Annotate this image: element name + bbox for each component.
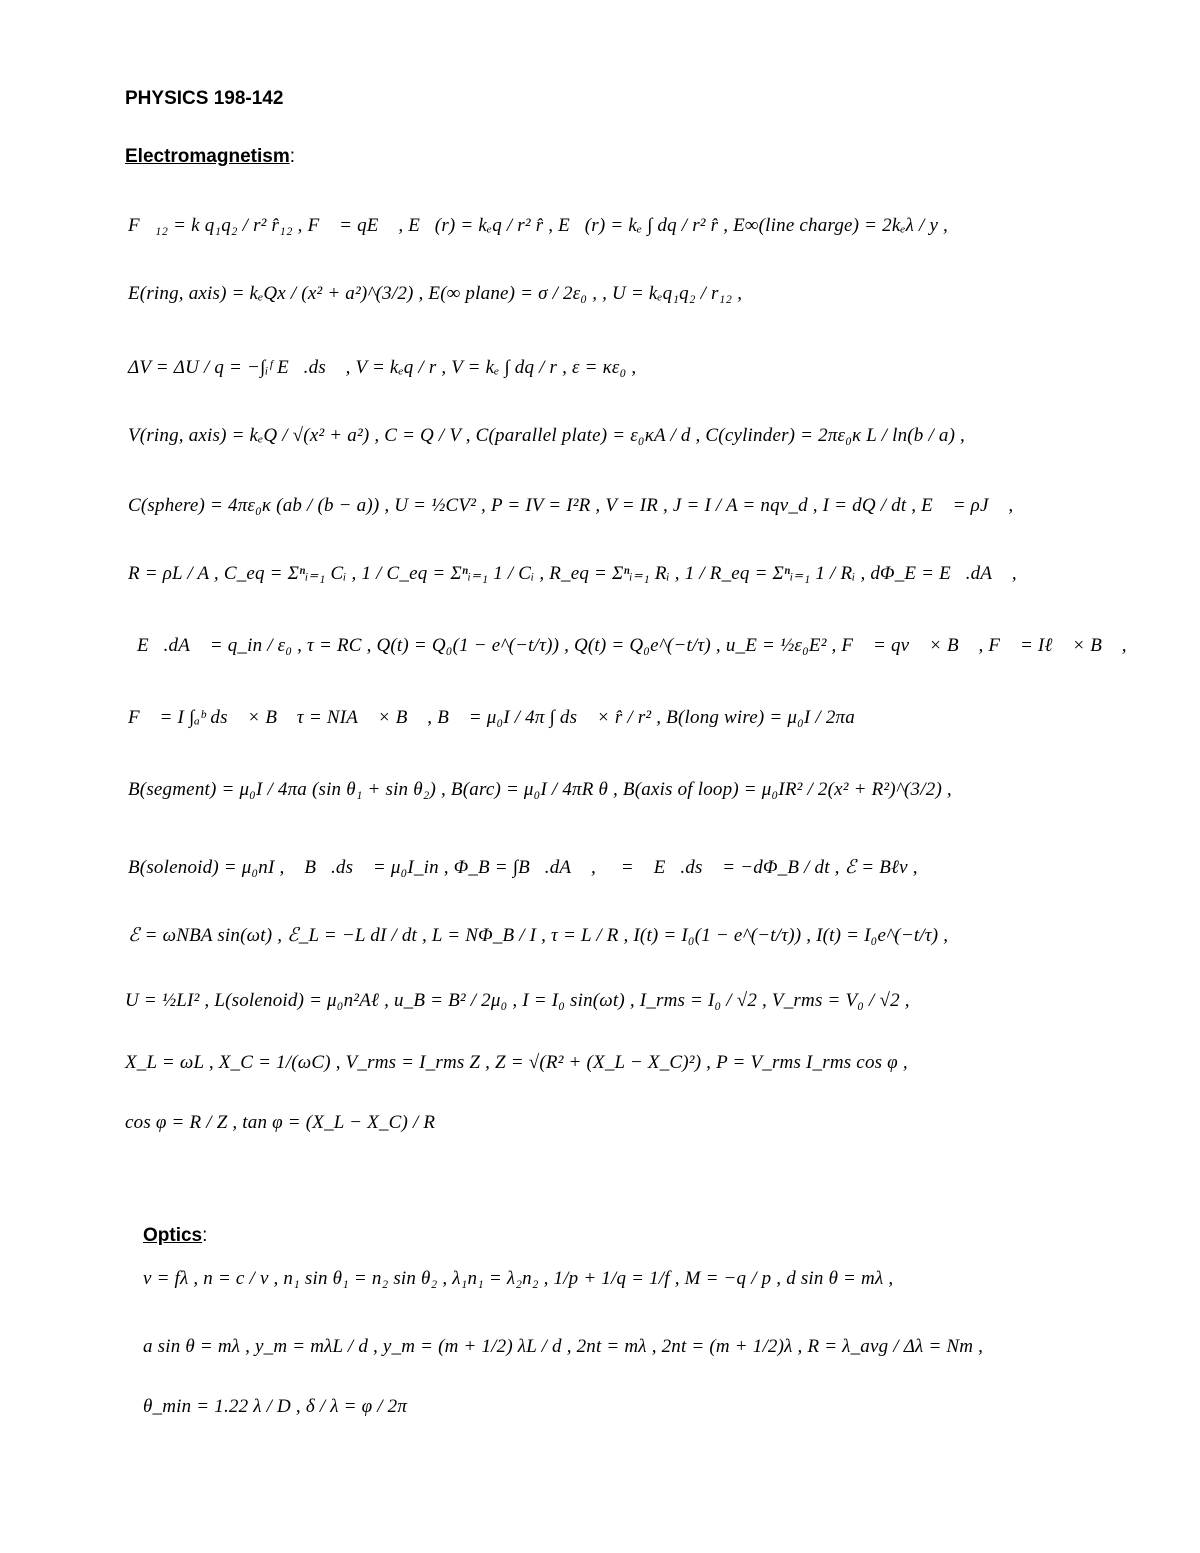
em-formula-line-6: R = ρL / A , C_eq = Σⁿᵢ₌₁ Cᵢ , 1 / C_eq = Σⁿᵢ₌₁ 1 / Cᵢ , R_eq = Σⁿᵢ₌₁ Rᵢ , 1 / R_eq = Σⁿᵢ₌₁ 1 / Rᵢ , dΦ_E = E⃗.dA⃗ , (128, 563, 1017, 584)
em-formula-line-11: ℰ = ωNBA sin(ωt) , ℰ_L = −L dI / dt , L = NΦ_B / I , τ = L / R , I(t) = I₀(1 − e^(−t/τ)) , I(t) = I₀e^(−t/τ) , (128, 925, 949, 946)
em-formula-line-5: C(sphere) = 4πε₀κ (ab / (b − a)) , U = ½CV² , P = IV = I²R , V = IR , J = I / A = nqv_d , I = dQ / dt , E⃗ = ρJ⃗ , (128, 495, 1014, 516)
optics-heading-text: Optics (143, 1225, 203, 1246)
optics-formula-line-2: a sin θ = mλ , y_m = mλL / d , y_m = (m + 1/2) λL / d , 2nt = mλ , 2nt = (m + 1/2)λ , R = λ_avg / Δλ = Nm , (143, 1336, 984, 1357)
em-formula-line-13: X_L = ωL , X_C = 1/(ωC) , V_rms = I_rms Z , Z = √(R² + (X_L − X_C)²) , P = V_rms I_rms cos φ , (125, 1052, 908, 1073)
em-formula-line-12: U = ½LI² , L(solenoid) = μ₀n²Aℓ , u_B = B² / 2μ₀ , I = I₀ sin(ωt) , I_rms = I₀ / √2 , V_rms = V₀ / √2 , (125, 990, 910, 1011)
optics-formula-line-1: v = fλ , n = c / v , n₁ sin θ₁ = n₂ sin θ₂ , λ₁n₁ = λ₂n₂ , 1/p + 1/q = 1/f , M = −q / p , d sin θ = mλ , (143, 1268, 894, 1289)
page-title: PHYSICS 198-142 (125, 88, 284, 109)
em-formula-line-14: cos φ = R / Z , tan φ = (X_L − X_C) / R (125, 1112, 436, 1133)
em-formula-line-8: F⃗ = I ∫ₐᵇ ds⃗ × B⃗ τ = NIA⃗ × B⃗ , B⃗ = μ₀I / 4π ∫ ds⃗ × r̂ / r² , B(long wire) = μ₀I / 2πa (128, 707, 855, 728)
optics-formula-line-3: θ_min = 1.22 λ / D , δ / λ = φ / 2π (143, 1396, 408, 1417)
em-formula-line-1: F⃗₁₂ = k q₁q₂ / r² r̂₁₂ , F⃗ = qE⃗ , E⃗(r) = kₑq / r² r̂ , E⃗(r) = kₑ ∫ dq / r² r̂ , E∞(line charge) = 2kₑλ / y , (128, 215, 948, 236)
em-formula-line-4: V(ring, axis) = kₑQ / √(x² + a²) , C = Q / V , C(parallel plate) = ε₀κA / d , C(cylinder) = 2πε₀κ L / ln(b / a) , (128, 425, 966, 446)
section-heading-electromagnetism: Electromagnetism: (125, 146, 296, 167)
electromagnetism-heading-text: Electromagnetism (125, 146, 290, 167)
em-formula-line-9: B(segment) = μ₀I / 4πa (sin θ₁ + sin θ₂) , B(arc) = μ₀I / 4πR θ , B(axis of loop) = μ₀IR² / 2(x² + R²)^(3/2) , (128, 779, 952, 800)
em-formula-line-3: ΔV = ΔU / q = −∫ᵢᶠ E⃗.ds⃗ , V = kₑq / r , V = kₑ ∫ dq / r , ε = κε₀ , (128, 357, 637, 378)
section-heading-optics: Optics: (143, 1225, 208, 1246)
em-formula-line-7: ∮E⃗.dA⃗ = q_in / ε₀ , τ = RC , Q(t) = Q₀(1 − e^(−t/τ)) , Q(t) = Q₀e^(−t/τ) , u_E = ½ε₀E² , F⃗ = qv⃗ × B⃗ , F⃗ = Iℓ⃗ × B⃗ , (122, 635, 1127, 656)
em-formula-line-2: E(ring, axis) = kₑQx / (x² + a²)^(3/2) , E(∞ plane) = σ / 2ε₀ , , U = kₑq₁q₂ / r₁₂ , (128, 283, 743, 304)
em-formula-line-10: B(solenoid) = μ₀nI , ∮B⃗.ds⃗ = μ₀I_in , Φ_B = ∫B⃗.dA⃗ , ℰ = ∮E⃗.ds⃗ = −dΦ_B / dt , ℰ = Bℓv , (128, 857, 918, 878)
